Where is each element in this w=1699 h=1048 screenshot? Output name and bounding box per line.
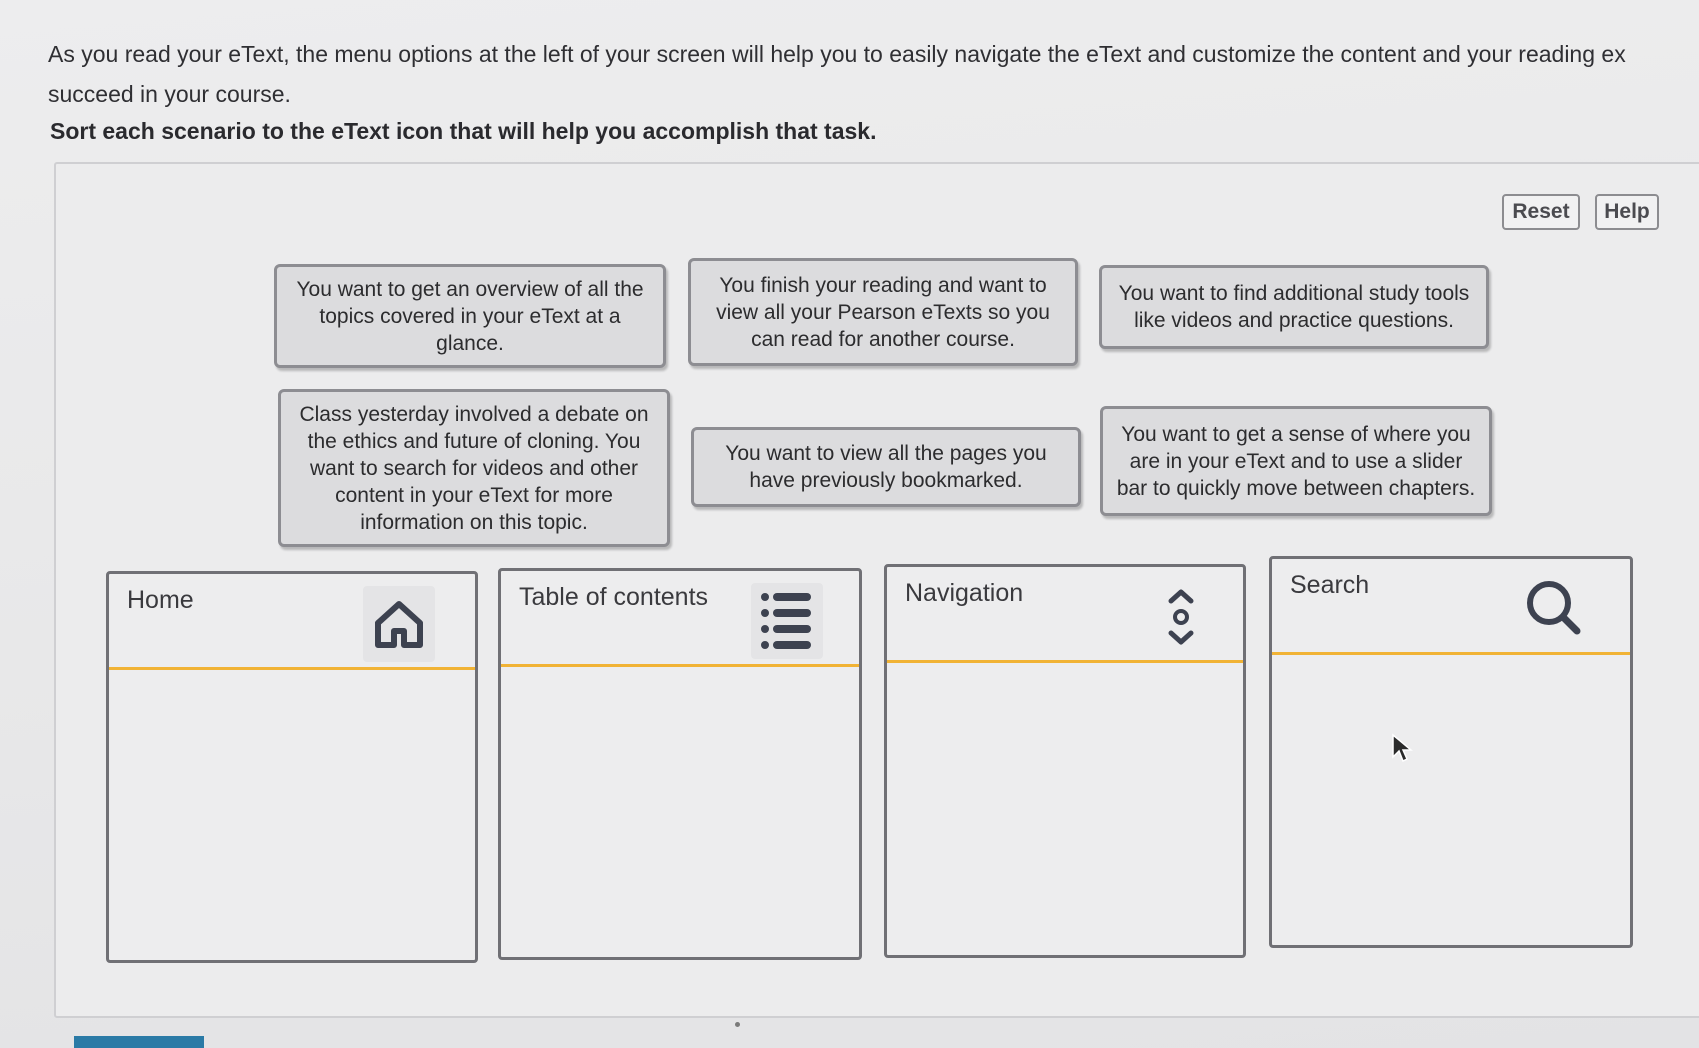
drop-zone-table-of-contents[interactable] bbox=[498, 568, 862, 960]
scenario-card-study-tools[interactable] bbox=[1099, 265, 1489, 349]
list-icon bbox=[751, 583, 823, 659]
instruction-text: Sort each scenario to the eText icon that will help you accomplish that task. bbox=[50, 118, 877, 144]
drop-zone-home[interactable] bbox=[106, 571, 478, 963]
scenario-card-text: You finish your reading and want to view all your Pearson eTexts so you can read for another course. bbox=[716, 273, 1050, 351]
zone-header bbox=[887, 567, 1243, 663]
scenario-card-bookmarks[interactable] bbox=[691, 427, 1081, 507]
scenario-card-slider-navigation[interactable] bbox=[1100, 406, 1492, 516]
scenario-card-text: You want to get a sense of where you are in your eText and to use a slider bar to quickly move between chapters. bbox=[1116, 422, 1476, 500]
drop-zone-navigation[interactable] bbox=[884, 564, 1246, 958]
page-dot bbox=[735, 1022, 740, 1027]
help-button[interactable]: Help bbox=[1595, 194, 1659, 230]
mouse-pointer-icon bbox=[1391, 733, 1413, 770]
scenario-card-text: You want to get an overview of all the topics covered in your eText at a glance. bbox=[296, 277, 644, 355]
scenario-card-text: You want to view all the pages you have previously bookmarked. bbox=[725, 442, 1047, 492]
zone-header bbox=[1272, 559, 1630, 655]
zone-title: Navigation bbox=[905, 579, 1024, 607]
zone-title: Table of contents bbox=[519, 583, 709, 611]
navigation-slider-icon bbox=[1145, 579, 1217, 655]
intro-line-2: succeed in your course. bbox=[48, 81, 291, 107]
scenario-card-cloning-search[interactable] bbox=[278, 389, 670, 547]
scenario-card-text: You want to find additional study tools like videos and practice questions. bbox=[1118, 282, 1470, 332]
intro-line-1: As you read your eText, the menu options at the left of your screen will help you to easily navigate the eText and customize the content and your reading ex bbox=[48, 41, 1626, 67]
scenario-card-all-etexts[interactable] bbox=[688, 258, 1078, 366]
zone-header bbox=[109, 574, 475, 670]
zone-title: Home bbox=[127, 586, 194, 614]
reset-button[interactable]: Reset bbox=[1502, 194, 1580, 230]
drop-zone-search[interactable] bbox=[1269, 556, 1633, 948]
submit-button[interactable] bbox=[74, 1036, 204, 1048]
scenario-card-text: Class yesterday involved a debate on the ethics and future of cloning. You want to search for videos and other content in your eText for more information on this topic. bbox=[299, 402, 649, 534]
zone-title: Search bbox=[1290, 571, 1370, 599]
home-icon bbox=[363, 586, 435, 662]
search-icon bbox=[1518, 571, 1590, 647]
scenario-card-overview[interactable] bbox=[274, 264, 666, 368]
intro-text bbox=[48, 34, 1699, 114]
zone-header bbox=[501, 571, 859, 667]
